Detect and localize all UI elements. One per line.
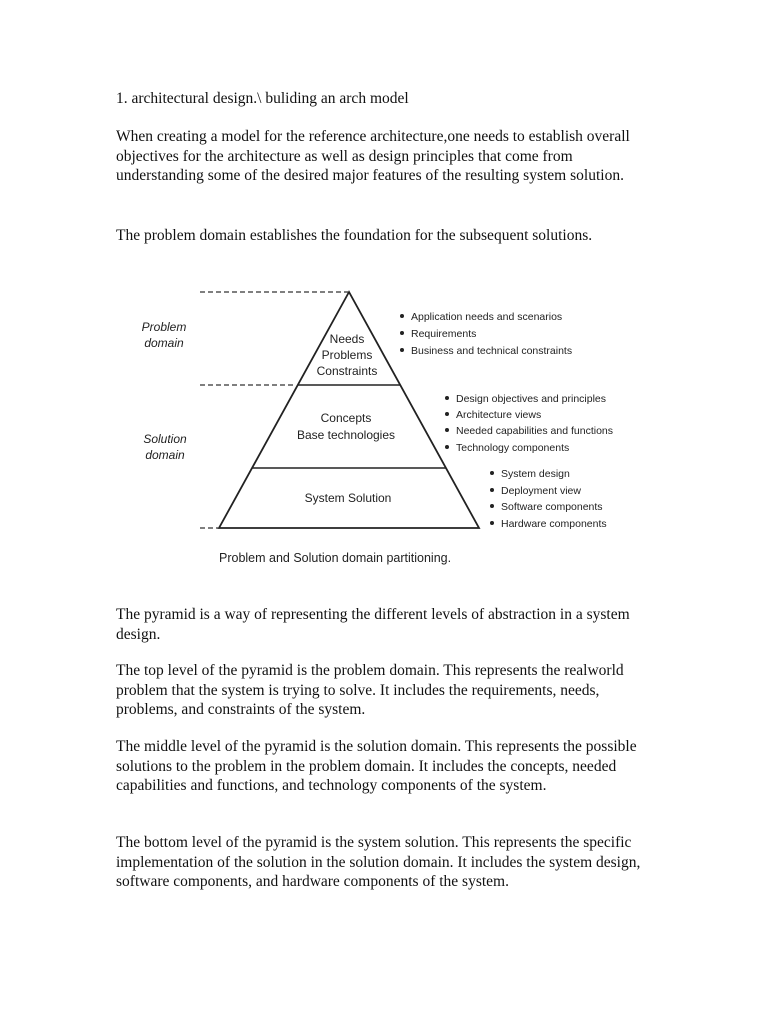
bullet-middle-3: Needed capabilities and functions [456,425,614,437]
paragraph-foundation: The problem domain establishes the foundation for the subsequent solutions. [116,227,593,244]
section-number: 1. [116,90,128,107]
bullet-dot [490,521,494,525]
bullet-bottom-1: System design [501,468,570,480]
bullet-dot [400,314,404,318]
bullet-dot [490,471,494,475]
figure-caption: Problem and Solution domain partitioning. [219,551,452,565]
bullet-bottom-4: Hardware components [501,518,607,530]
tier-middle-label-base-tech: Base technologies [296,428,396,442]
problem-domain-label-line2: domain [144,336,184,350]
bullet-bottom-3: Software components [501,501,603,513]
tier-middle-label-concepts: Concepts [320,411,372,425]
bullet-dot [445,396,449,400]
bullet-dot [445,412,449,416]
bullet-dot [445,445,449,449]
paragraph-middle-level: The middle level of the pyramid is the solution domain. This represents the possible solutions to the problem in the problem domain. It includes the concepts, needed capabilities and functions, and technology components of the system. [116,738,637,795]
section-title: architectural design.\ buliding an arch model [131,90,409,107]
solution-domain-label-line2: domain [145,448,185,462]
bullet-dot [400,348,404,352]
tier-top-label-constraints: Constraints [316,364,378,378]
bullet-middle-2: Architecture views [456,409,542,421]
problem-domain-label-line1: Problem [141,320,187,334]
paragraph-top-level: The top level of the pyramid is the problem domain. This represents the realworld problem that the system is trying to solve. It includes the requirements, needs, problems, and constraints of the system. [116,662,624,719]
pyramid-figure [136,280,636,580]
bullet-middle-1: Design objectives and principles [456,393,606,405]
bullet-top-3: Business and technical constraints [411,345,573,357]
paragraph-intro: When creating a model for the reference architecture,one needs to establish overall objectives for the architecture as well as design principles that come from understanding some of the desired major features of the resulting system solution. [116,128,630,185]
bullet-top-1: Application needs and scenarios [411,311,563,323]
bullet-bottom-2: Deployment view [501,485,581,497]
tier-bottom-label: System Solution [304,491,392,505]
bullet-top-2: Requirements [411,328,477,340]
bullet-dot [400,331,404,335]
paragraph-bottom-level: The bottom level of the pyramid is the system solution. This represents the specific implementation of the solution in the solution domain. It includes the system design, software components, and hardware components of the system. [116,834,641,891]
bullet-dot [445,428,449,432]
bullet-dot [490,488,494,492]
bullet-middle-4: Technology components [456,442,570,454]
tier-top-label-needs: Needs [329,332,365,346]
bullet-dot [490,504,494,508]
solution-domain-label-line1: Solution [143,432,187,446]
tier-top-label-problems: Problems [321,348,373,362]
section-heading [116,89,656,109]
paragraph-pyramid: The pyramid is a way of representing the different levels of abstraction in a system design. [116,606,630,643]
